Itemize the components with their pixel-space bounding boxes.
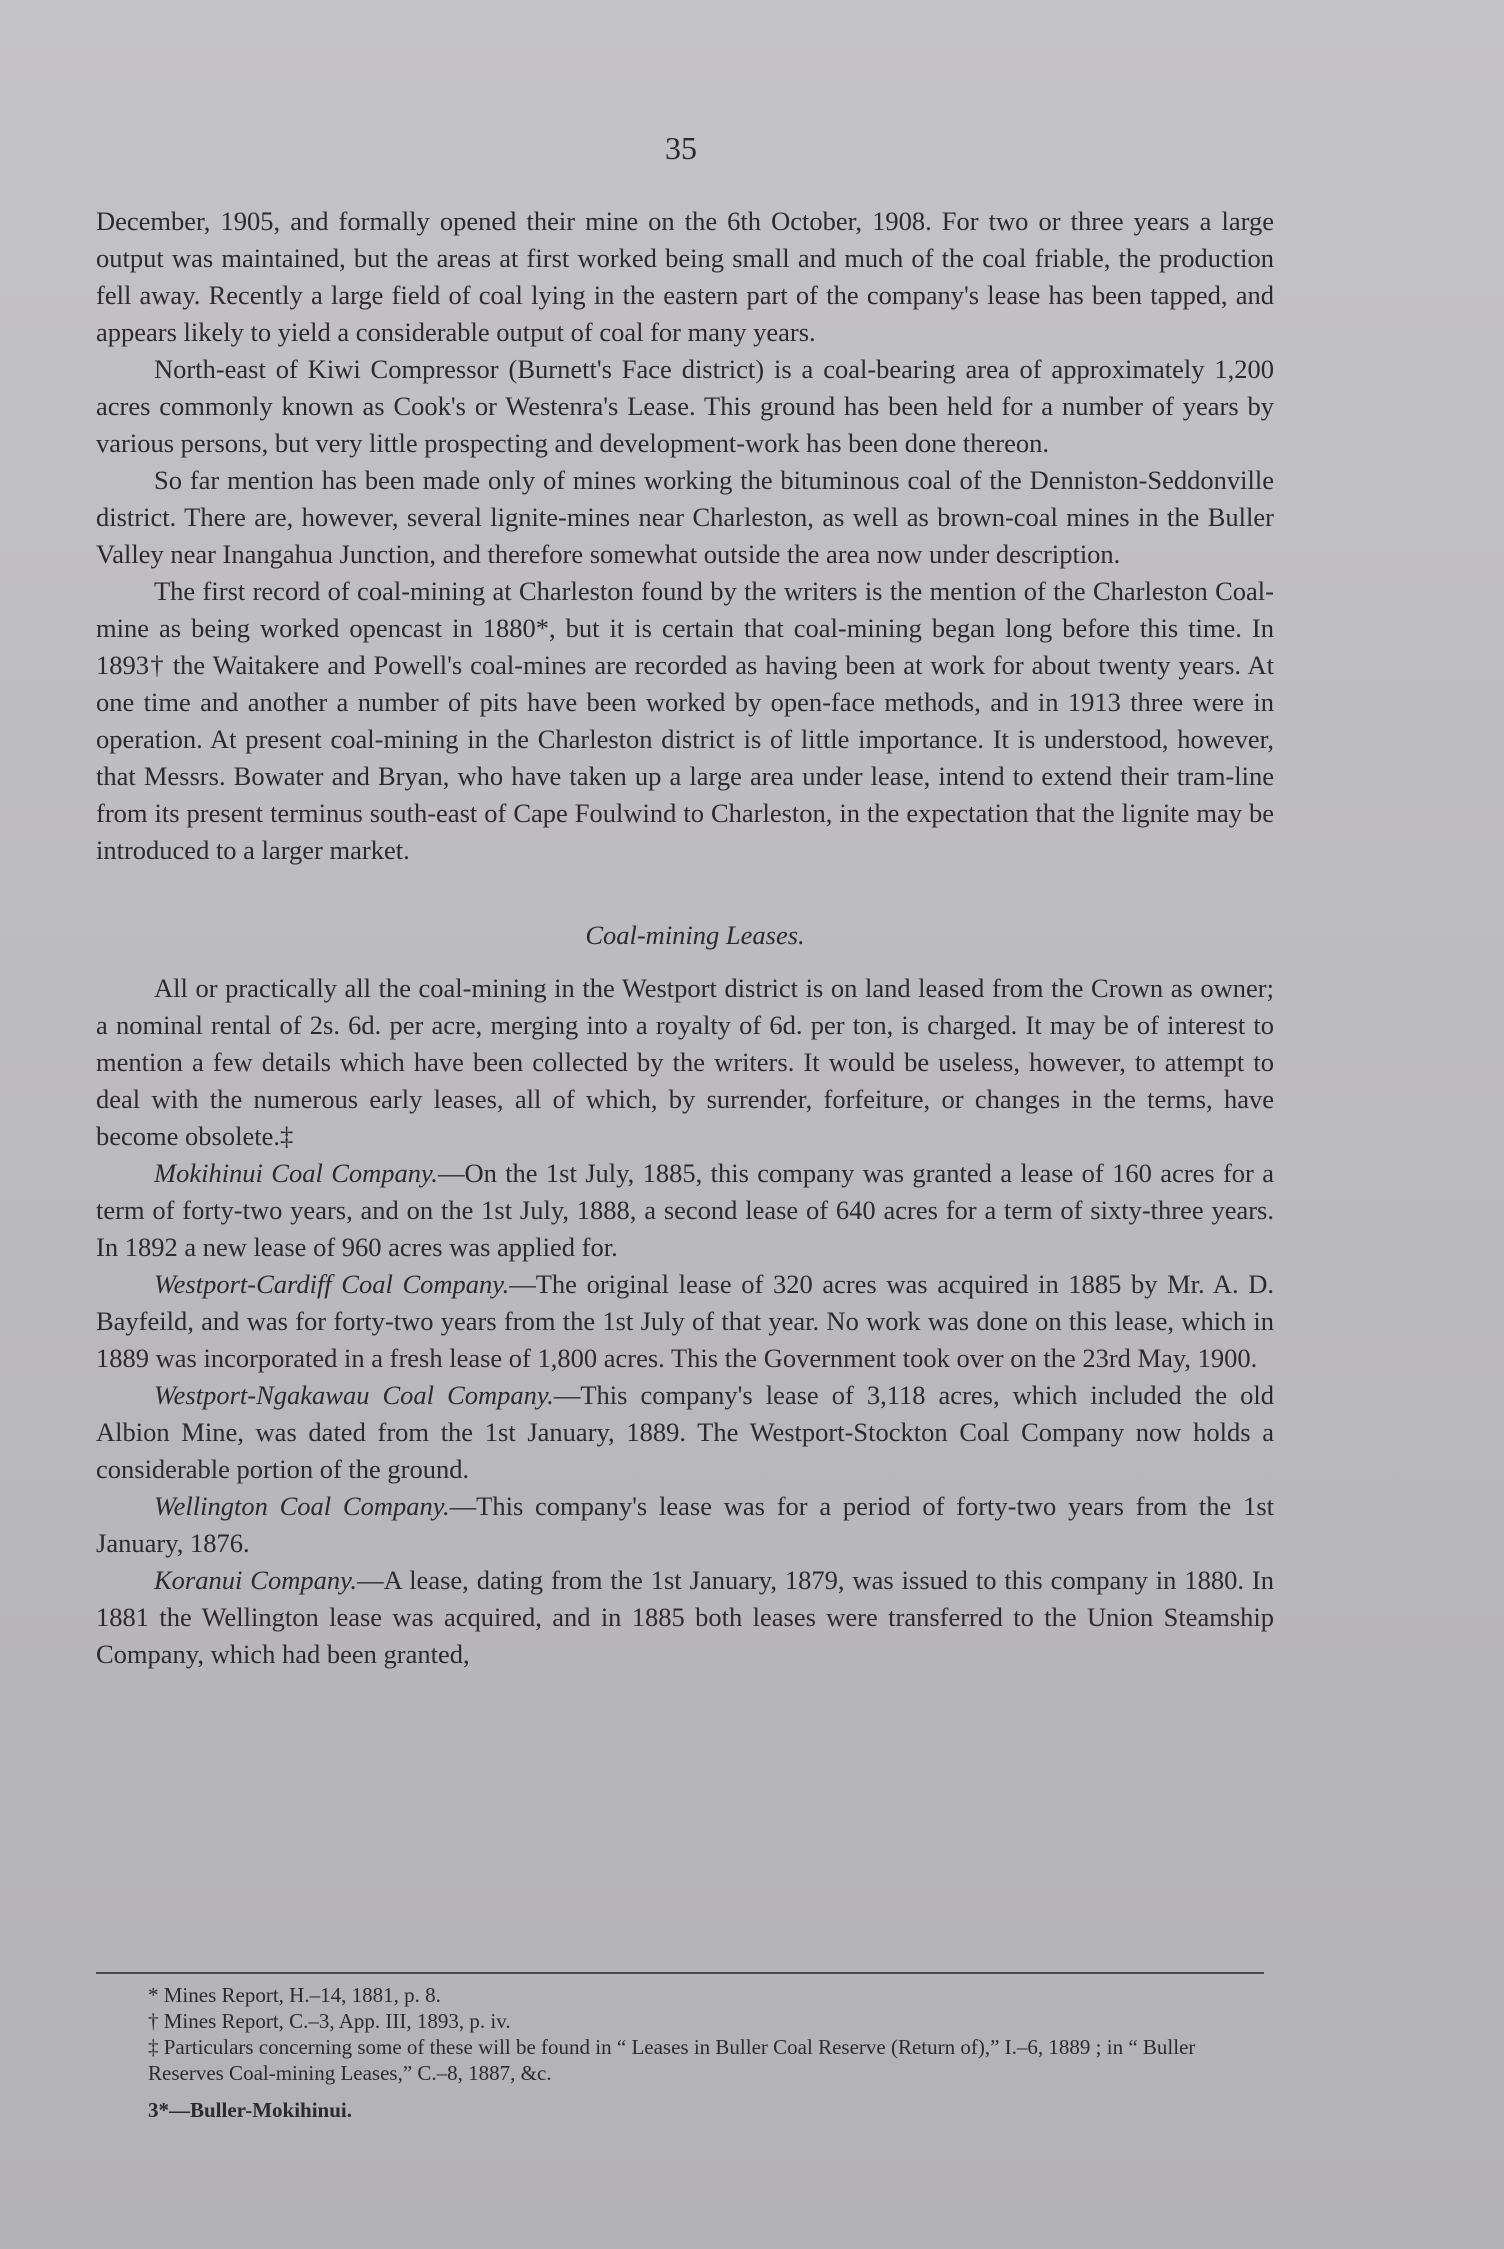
paragraph-4: The first record of coal-mining at Charleston found by the writers is the mention of the Charleston Coal-mine as being worked opencast in 1880*, but it is certain that coal-mining began long before this time. In 1893† the Waitakere and Powell's coal-mines are recorded as having been at work for about twenty years. At one time and another a number of pits have been worked by open-face methods, and in 1913 three were in operation. At present coal-mining in the Charleston district is of little importance. It is understood, however, that Messrs. Bowater and Bryan, who have taken up a large area under lease, intend to extend their tram-line from its present terminus south-east of Cape Foulwind to Charleston, in the expectation that the lignite may be introduced to a larger market.	[96, 576, 1274, 865]
paragraph-1: December, 1905, and formally opened their mine on the 6th October, 1908. For two or three years a large output was maintained, but the areas at first worked being small and much of the coal friable, the production fell away. Recently a large field of coal lying in the eastern part of the company's lease has been tapped, and appears likely to yield a considerable output of coal for many years.	[96, 206, 1274, 347]
lead-in-westport-ngakawau: Westport-Ngakawau Coal Company.	[154, 1380, 554, 1410]
paragraph-3: So far mention has been made only of mines working the bituminous coal of the Denniston-Seddonville district. There are, however, several lignite-mines near Charleston, as well as brown-coal mines in the Buller Valley near Inangahua Junction, and therefore somewhat outside the area now under description.	[96, 465, 1274, 569]
section-heading: Coal-mining Leases.	[585, 920, 805, 950]
lead-in-mokihinui: Mokihinui Coal Company.	[154, 1158, 438, 1188]
paragraph-westport-cardiff	[96, 1266, 1274, 1377]
text-westport-cardiff: —The original lease of 320 acres was acquired in 1885 by Mr. A. D. Bayfeild, and was for forty-two years from the 1st July of that year. No work was done on this lease, which in 1889 was incorporated in a fresh lease of 1,800 acres. This the Government took over on the 23rd May, 1900.	[96, 1269, 1275, 1373]
paragraph-5: All or practically all the coal-mining in the Westport district is on land leased from the Crown as owner; a nominal rental of 2s. 6d. per acre, merging into a royalty of 6d. per ton, is charged. It may be of interest to mention a few details which have been collected by the writers. It would be useless, however, to attempt to deal with the numerous early leases, all of which, by surrender, forfeiture, or changes in the terms, have become obsolete.‡	[96, 973, 1274, 1151]
lead-in-westport-cardiff: Westport-Cardiff Coal Company.	[154, 1269, 510, 1299]
paragraph-koranui	[96, 1562, 1274, 1673]
paragraph-westport-ngakawau	[96, 1377, 1274, 1488]
text-westport-ngakawau: —This company's lease of 3,118 acres, which included the old Albion Mine, was dated from the 1st January, 1889. The Westport-Stockton Coal Company now holds a considerable portion of the ground.	[96, 1380, 1275, 1484]
signature-mark: 3*—Buller-Mokihinui.	[148, 2098, 353, 2122]
text-wellington: —This company's lease was for a period of forty-two years from the 1st January, 1876.	[96, 1491, 1274, 1558]
text-mokihinui: —On the 1st July, 1885, this company was granted a lease of 160 acres for a term of forty-two years, and on the 1st July, 1888, a second lease of 640 acres for a term of sixty-three years. In 1892 a new lease of 960 acres was applied for.	[96, 1158, 1275, 1262]
lead-in-koranui: Koranui Company.	[154, 1565, 358, 1595]
text-koranui: —A lease, dating from the 1st January, 1879, was issued to this company in 1880. In 1881 the Wellington lease was acquired, and in 1885 both leases were transferred to the Union Steamship Company, which had been granted,	[96, 1565, 1275, 1669]
lead-in-wellington: Wellington Coal Company.	[154, 1491, 450, 1521]
page-number: 35	[665, 130, 697, 166]
footnote-1: * Mines Report, H.–14, 1881, p. 8.	[148, 1983, 441, 2007]
footnote-2: † Mines Report, C.–3, App. III, 1893, p. iv.	[148, 2009, 511, 2033]
footnote-divider	[96, 1972, 1264, 1974]
paragraph-wellington	[96, 1488, 1274, 1562]
footnotes	[100, 1982, 1270, 2086]
paragraph-mokihinui	[96, 1155, 1274, 1266]
paragraph-2: North-east of Kiwi Compressor (Burnett's Face district) is a coal-bearing area of approximately 1,200 acres commonly known as Cook's or Westenra's Lease. This ground has been held for a number of years by various persons, but very little prospecting and development-work has been done thereon.	[96, 354, 1274, 458]
footnote-3: ‡ Particulars concerning some of these will be found in “ Leases in Buller Coal Reserve (Return of),” I.–6, 1889 ; in “ Buller Reserves Coal-mining Leases,” C.–8, 1887, &c.	[148, 2035, 1196, 2085]
body-text	[96, 203, 1274, 1673]
